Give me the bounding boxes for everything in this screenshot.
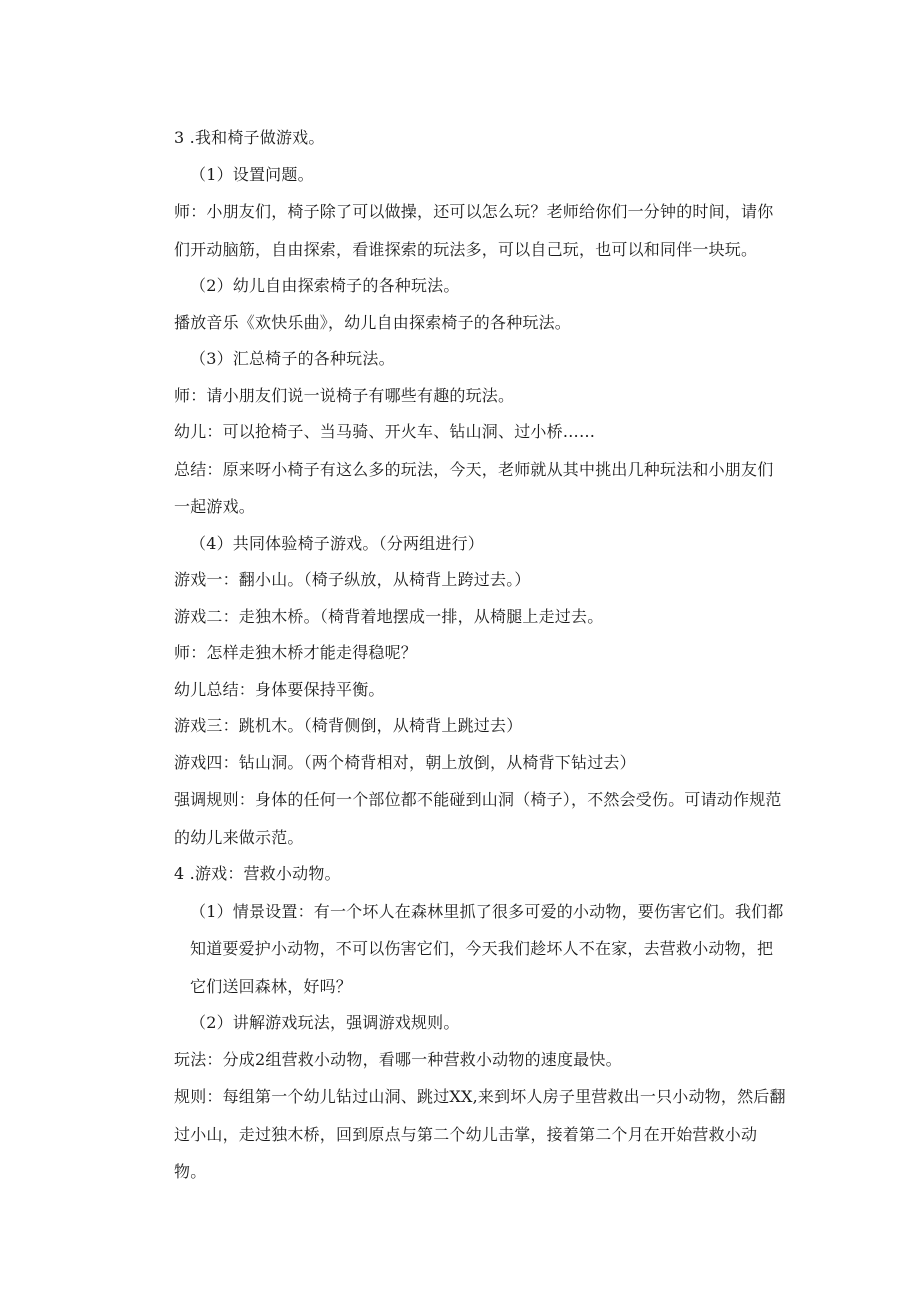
subheading-set-question: （1）设置问题。 bbox=[190, 164, 314, 184]
teacher-ask-paragraph: 师：请小朋友们说一说椅子有哪些有趣的玩法。 bbox=[174, 385, 515, 405]
game-four-paragraph: 游戏四：钻山洞。（两个椅背相对，朝上放倒，从椅背下钻过去） bbox=[174, 752, 636, 772]
subheading-free-explore: （2）幼儿自由探索椅子的各种玩法。 bbox=[190, 276, 460, 295]
child-answer-paragraph: 幼儿：可以抢椅子、当马骑、开火车、钻山洞、过小桥…… bbox=[174, 422, 596, 441]
section-heading-4: 4 .游戏：营救小动物。 bbox=[174, 864, 341, 883]
subheading-explain-rules: （2）讲解游戏玩法，强调游戏规则。 bbox=[190, 1013, 460, 1032]
game-three-paragraph: 游戏三：跳机木。（椅背侧倒，从椅背上跳过去） bbox=[174, 716, 523, 735]
document-body bbox=[174, 120, 786, 1191]
rules-paragraph: 规则：每组第一个幼儿钻过山洞、跳过XX,来到坏人房子里营救出一只小动物，然后翻过小山，走过独木桥，回到原点与第二个幼儿击掌，接着第二个月在开始营救小动物。 bbox=[174, 1087, 786, 1181]
game-two-paragraph: 游戏二：走独木桥。（椅背着地摆成一排，从椅腿上走过去。 bbox=[174, 606, 604, 626]
subheading-experience-games: （4）共同体验椅子游戏。（分两组进行） bbox=[190, 533, 484, 553]
summary-paragraph: 总结：原来呀小椅子有这么多的玩法，今天，老师就从其中挑出几种玩法和小朋友们一起游戏。 bbox=[174, 459, 774, 516]
section-heading-3: 3 .我和椅子做游戏。 bbox=[174, 128, 325, 147]
gameplay-paragraph: 玩法：分成2组营救小动物，看哪一种营救小动物的速度最快。 bbox=[174, 1049, 622, 1069]
rules-emphasis-paragraph: 强调规则：身体的任何一个部位都不能碰到山洞（椅子），不然会受伤。可请动作规范的幼儿来做示范。 bbox=[174, 790, 782, 847]
music-paragraph: 播放音乐《欢快乐曲》，幼儿自由探索椅子的各种玩法。 bbox=[174, 312, 572, 332]
subheading-summary-ways: （3）汇总椅子的各种玩法。 bbox=[190, 349, 395, 368]
scenario-paragraph: （1）情景设置：有一个坏人在森林里抓了很多可爱的小动物，要伤害它们。我们都知道要爱护小动物，不可以伤害它们，今天我们趁坏人不在家，去营救小动物，把它们送回森林，好吗？ bbox=[190, 901, 784, 996]
game-one-paragraph: 游戏一：翻小山。（椅子纵放，从椅背上跨过去。） bbox=[174, 570, 531, 589]
teacher-balance-question: 师：怎样走独木桥才能走得稳呢？ bbox=[174, 643, 418, 662]
teacher-question-paragraph: 师：小朋友们，椅子除了可以做操，还可以怎么玩？老师给你们一分钟的时间，请你们开动脑筋，自由探索，看谁探索的玩法多，可以自己玩，也可以和同伴一块玩。 bbox=[174, 202, 774, 259]
child-summary-paragraph: 幼儿总结：身体要保持平衡。 bbox=[174, 679, 385, 699]
